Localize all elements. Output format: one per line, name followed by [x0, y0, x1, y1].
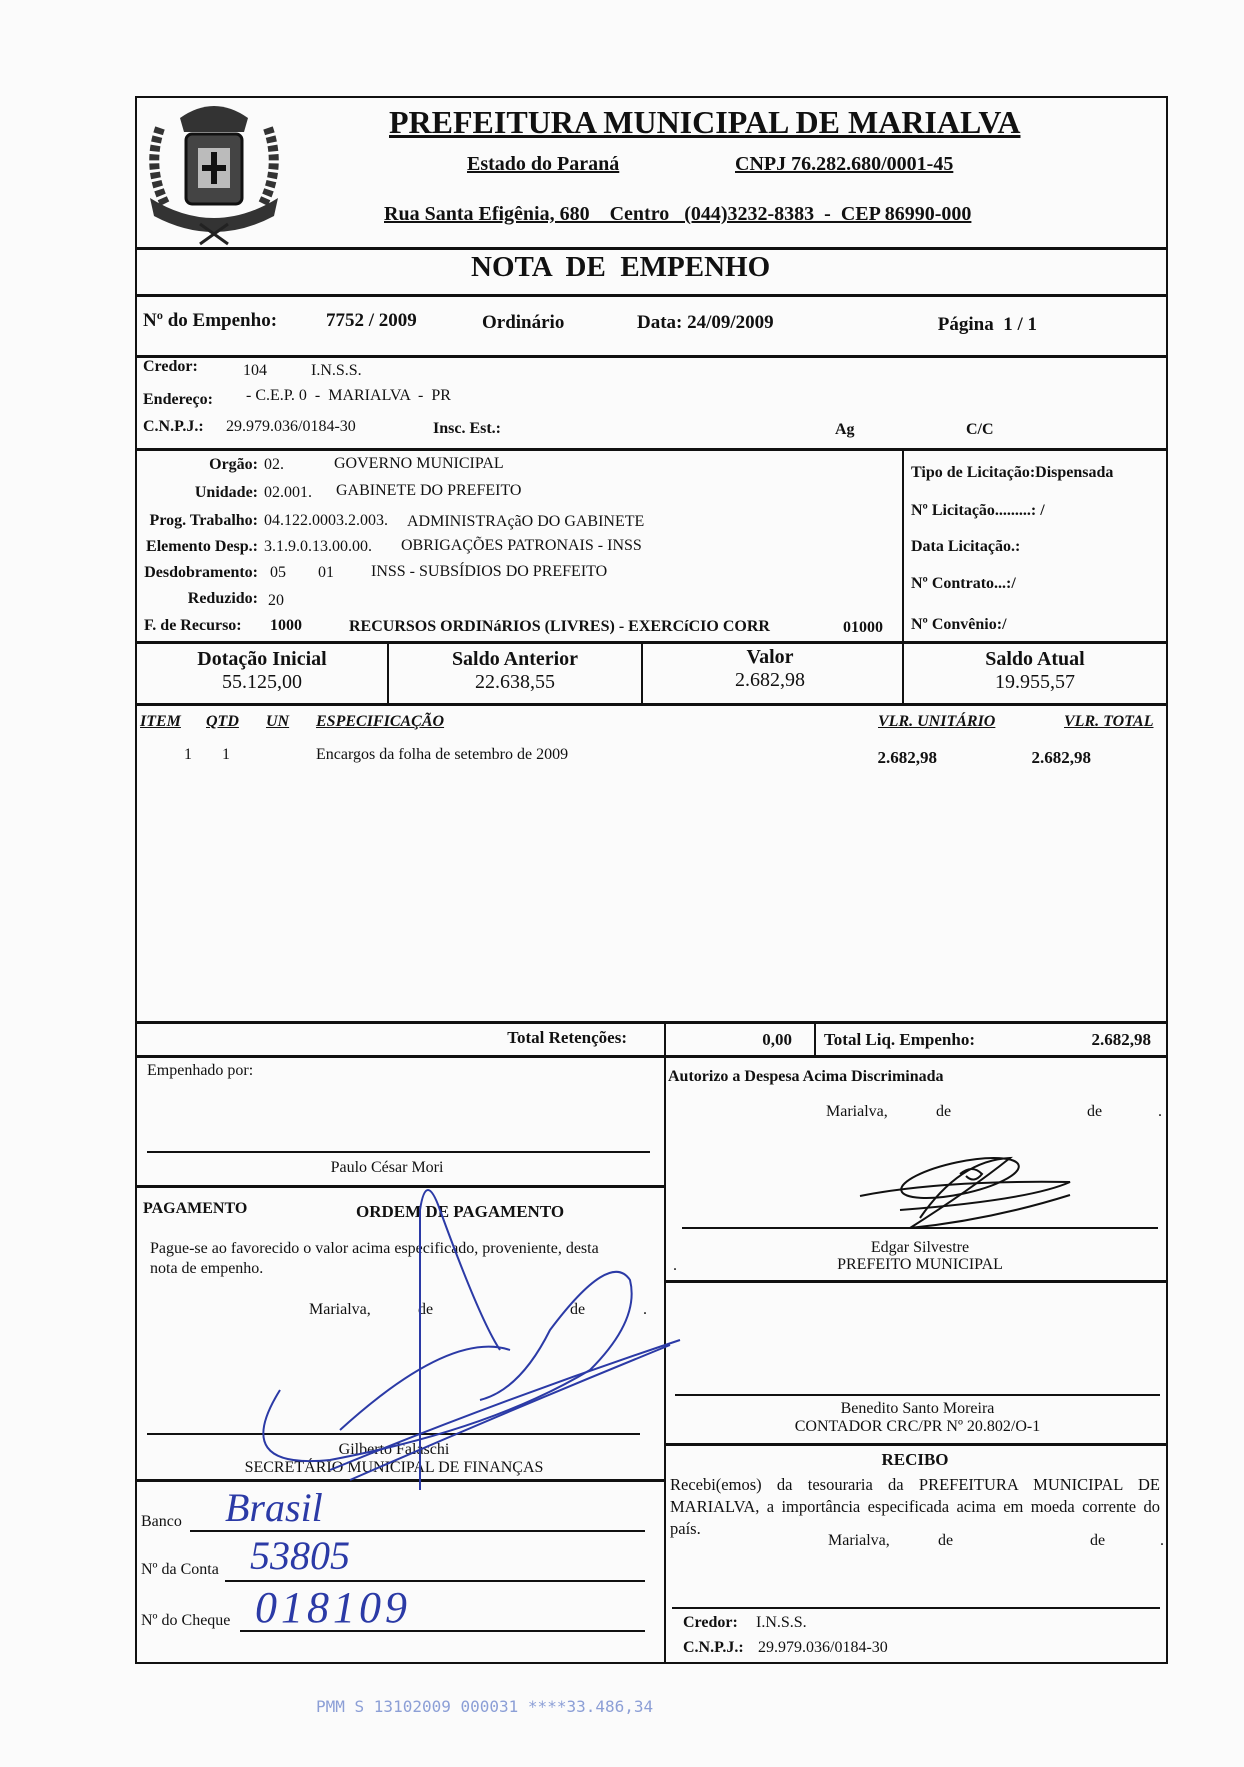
column-vlr-unitario: VLR. UNITÁRIO — [878, 713, 996, 730]
reduzido-label: Reduzido: — [187, 590, 258, 607]
balance-saldo-anterior — [389, 648, 641, 694]
autorizo-label: Autorizo a Despesa Acima Discriminada — [668, 1068, 944, 1085]
recibo-title: RECIBO — [881, 1450, 949, 1469]
balance-label: Dotação Inicial — [197, 648, 327, 670]
divider — [664, 1443, 1166, 1446]
balance-valor — [643, 646, 897, 692]
pagamento-day-sep: de — [418, 1301, 434, 1318]
column-item: ITEM — [140, 713, 181, 730]
column-especificacao: ESPECIFICAÇÃO — [316, 713, 445, 730]
endereco-label: Endereço: — [143, 391, 213, 408]
column-qtd: QTD — [206, 713, 239, 730]
total-liq-label: Total Liq. Empenho: — [824, 1030, 975, 1049]
signature-line — [672, 1607, 1160, 1609]
pagamento-text: Pague-se ao favorecido o valor acima especificado, proveniente, desta — [150, 1240, 599, 1257]
header-title: PREFEITURA MUNICIPAL DE MARIALVA — [389, 104, 1021, 140]
autorizo-city: Marialva, — [826, 1103, 888, 1120]
convenio-numero: Nº Convênio:/ — [911, 616, 1007, 633]
licitacao-tipo: Tipo de Licitação:Dispensada — [911, 464, 1114, 481]
header-cnpj: CNPJ 76.282.680/0001-45 — [735, 153, 954, 175]
contador-name: Benedito Santo Moreira — [840, 1400, 995, 1417]
empenho-number: 7752 / 2009 — [326, 310, 417, 331]
divider — [814, 1022, 816, 1056]
signature-line — [147, 1151, 650, 1153]
prefeito-signature — [860, 1150, 1080, 1230]
pagamento-label: PAGAMENTO — [143, 1200, 248, 1217]
credor-label: Credor: — [143, 358, 198, 375]
prog-code: 04.122.0003.2.003. — [264, 512, 388, 529]
item-number: 1 — [184, 746, 192, 763]
conta-handwritten: 53805 — [250, 1533, 350, 1578]
divider — [135, 1021, 1166, 1024]
banco-handwritten: Brasil — [225, 1485, 323, 1530]
cnpj-value: 29.979.036/0184-30 — [226, 418, 356, 435]
recurso-code: 1000 — [270, 617, 302, 634]
balance-value: 2.682,98 — [735, 669, 805, 691]
item-total-value: 2.682,98 — [1031, 748, 1091, 767]
signature-line — [675, 1394, 1160, 1396]
empenhado-label: Empenhado por: — [147, 1062, 254, 1079]
desdobramento-desc: INSS - SUBSÍDIOS DO PREFEITO — [371, 563, 608, 580]
orgao-label: Orgão: — [209, 456, 258, 473]
cnpj-label: C.N.P.J.: — [143, 418, 204, 435]
unidade-label: Unidade: — [194, 484, 258, 501]
empenho-date: Data: 24/09/2009 — [637, 312, 774, 333]
orgao-code: 02. — [264, 456, 284, 473]
divider — [135, 448, 1166, 451]
prefeito-name: Edgar Silvestre — [870, 1239, 970, 1256]
header-state: Estado do Paraná — [467, 153, 620, 175]
empenho-label: Nº do Empenho: — [143, 310, 278, 331]
insc-est-label: Insc. Est.: — [433, 420, 502, 437]
total-retencoes-label: Total Retenções: — [507, 1028, 627, 1047]
pagamento-month-sep: de — [570, 1301, 586, 1318]
recibo-dot: . — [1160, 1532, 1164, 1549]
item-unit-value: 2.682,98 — [877, 748, 937, 767]
recurso-label: F. de Recurso: — [144, 617, 242, 634]
pagamento-text-2: nota de empenho. — [150, 1260, 264, 1277]
conta-label: Nº da Conta — [141, 1561, 219, 1578]
autorizo-day-sep: de — [936, 1103, 952, 1120]
orgao-desc: GOVERNO MUNICIPAL — [334, 455, 504, 472]
divider — [664, 1280, 1166, 1283]
header-address: Rua Santa Efigênia, 680 Centro (044)3232-8383 - CEP 86990-000 — [384, 203, 972, 225]
prog-label: Prog. Trabalho: — [149, 512, 258, 529]
secretario-name: Gilberto Falaschi — [338, 1441, 450, 1458]
secretario-signature — [250, 1170, 690, 1490]
page-number: Página 1 / 1 — [937, 314, 1037, 335]
cheque-handwritten: 018109 — [255, 1583, 411, 1632]
licitacao-data: Data Licitação.: — [911, 538, 1021, 555]
pagamento-dot: . — [643, 1301, 647, 1318]
autorizo-mark: . — [673, 1257, 677, 1274]
document-title: NOTA DE EMPENHO — [471, 251, 771, 283]
divider — [135, 247, 1166, 250]
total-liq-value: 2.682,98 — [1091, 1030, 1151, 1049]
recibo-credor-value: I.N.S.S. — [756, 1614, 807, 1631]
municipal-crest-logo — [140, 98, 288, 244]
recibo-month-sep: de — [1090, 1532, 1106, 1549]
recibo-cnpj-label: C.N.P.J.: — [683, 1639, 744, 1656]
elemento-desc: OBRIGAÇÕES PATRONAIS - INSS — [401, 537, 642, 554]
bank-stamp: PMM S 13102009 000031 ****33.486,34 — [316, 1697, 654, 1716]
ordem-pagamento-title: ORDEM DE PAGAMENTO — [356, 1202, 565, 1221]
recibo-text: Recebi(emos) da tesouraria da PREFEITURA MUNICIPAL DE MARIALVA, a importância especificada acima em moeda corrente do país. — [670, 1475, 1160, 1538]
endereco-value: - C.E.P. 0 - MARIALVA - PR — [246, 387, 451, 404]
balance-value: 55.125,00 — [222, 671, 302, 693]
balance-dotacao-inicial — [137, 648, 387, 694]
divider — [135, 1055, 1166, 1058]
divider — [135, 355, 1166, 358]
divider — [135, 703, 1166, 706]
balance-label: Saldo Atual — [985, 648, 1085, 670]
cc-label: C/C — [966, 421, 994, 438]
balance-label: Saldo Anterior — [451, 648, 579, 670]
item-qtd: 1 — [222, 746, 230, 763]
item-spec: Encargos da folha de setembro de 2009 — [316, 746, 569, 763]
autorizo-dot: . — [1158, 1103, 1162, 1120]
desdobramento-code2: 01 — [318, 564, 334, 581]
unidade-desc: GABINETE DO PREFEITO — [336, 482, 522, 499]
divider — [902, 449, 904, 643]
prefeito-role: PREFEITO MUNICIPAL — [837, 1256, 1003, 1273]
secretario-role: SECRETÁRIO MUNICIPAL DE FINANÇAS — [244, 1459, 544, 1476]
contador-role: CONTADOR CRC/PR Nº 20.802/O-1 — [794, 1418, 1041, 1435]
cheque-label: Nº do Cheque — [141, 1612, 231, 1629]
recurso-code2: 01000 — [843, 619, 883, 636]
recibo-cnpj-value: 29.979.036/0184-30 — [758, 1639, 888, 1656]
pagamento-city: Marialva, — [309, 1301, 371, 1318]
banco-label: Banco — [141, 1513, 182, 1530]
recurso-desc: RECURSOS ORDINáRIOS (LIVRES) - EXERCíCIO CORR — [349, 618, 770, 635]
divider — [135, 294, 1166, 297]
balance-value: 22.638,55 — [475, 671, 555, 693]
contrato-numero: Nº Contrato...:/ — [911, 575, 1016, 592]
empenho-type: Ordinário — [482, 312, 565, 333]
desdobramento-code: 05 — [270, 564, 286, 581]
elemento-code: 3.1.9.0.13.00.00. — [264, 538, 372, 555]
recibo-city: Marialva, — [828, 1532, 890, 1549]
balance-saldo-atual — [904, 648, 1166, 694]
recibo-day-sep: de — [938, 1532, 954, 1549]
desdobramento-label: Desdobramento: — [144, 564, 258, 581]
empenhado-name: Paulo César Mori — [330, 1159, 444, 1176]
licitacao-numero: Nº Licitação.........: / — [911, 502, 1045, 519]
ag-label: Ag — [835, 421, 855, 438]
balance-value: 19.955,57 — [995, 671, 1075, 693]
elemento-label: Elemento Desp.: — [146, 538, 258, 555]
prog-desc: ADMINISTRAçãO DO GABINETE — [407, 513, 645, 530]
unidade-code: 02.001. — [264, 484, 312, 501]
column-un: UN — [266, 713, 290, 730]
reduzido-code: 20 — [268, 592, 284, 609]
total-retencoes-value: 0,00 — [762, 1030, 792, 1049]
column-vlr-total: VLR. TOTAL — [1064, 713, 1154, 730]
autorizo-month-sep: de — [1087, 1103, 1103, 1120]
divider — [135, 641, 1166, 644]
credor-code: 104 — [243, 362, 267, 379]
credor-name: I.N.S.S. — [311, 362, 362, 379]
recibo-credor-label: Credor: — [683, 1614, 738, 1631]
balance-label: Valor — [746, 646, 794, 668]
